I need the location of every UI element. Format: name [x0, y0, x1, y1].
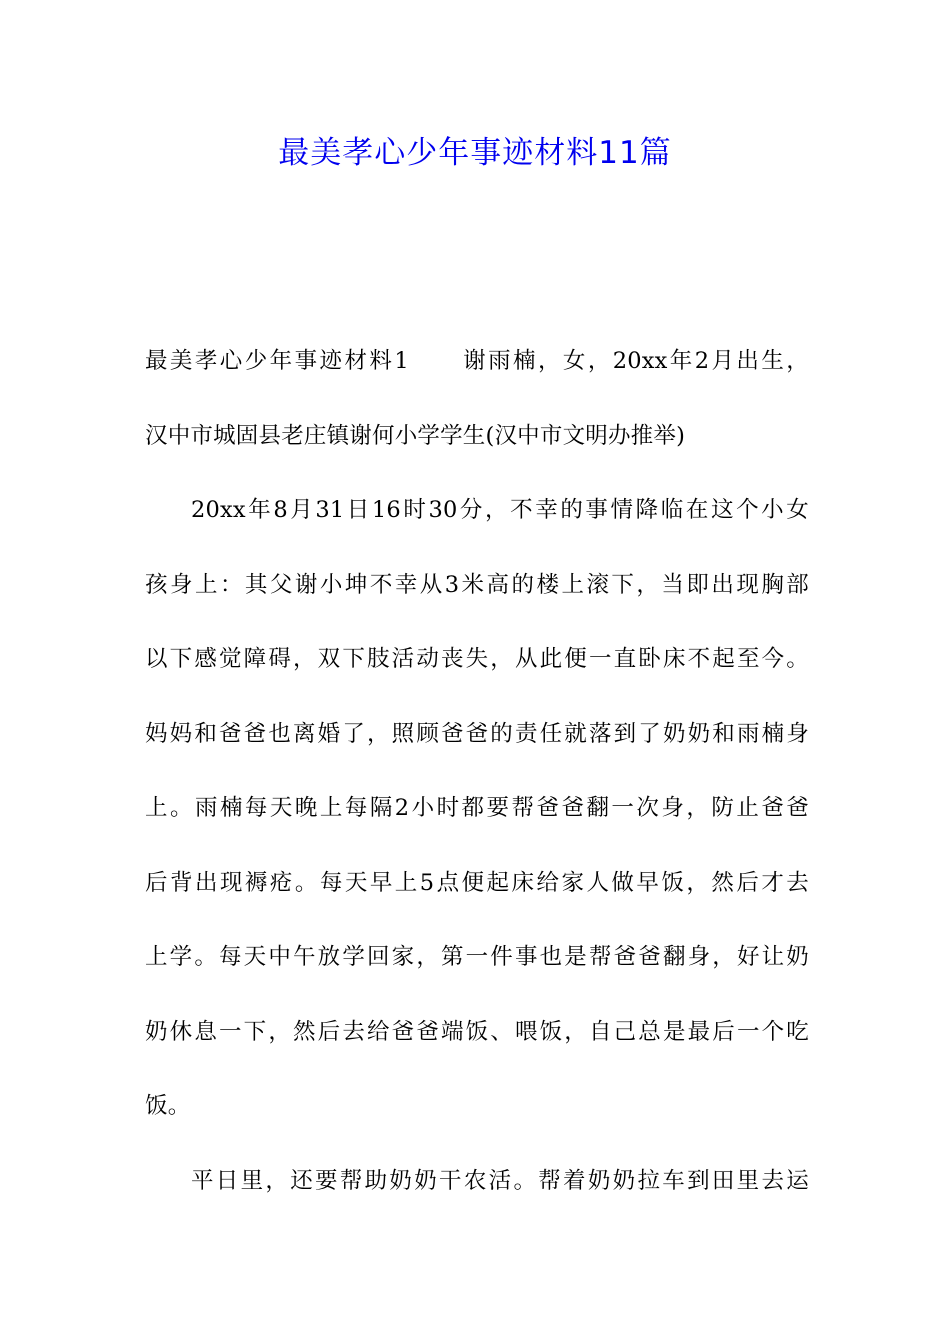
text-line-4: 孩身上：其父谢小坤不幸从3米高的楼上滚下，当即出现胸部 [145, 571, 809, 598]
text-line-3: 20xx年8月31日16时30分，不幸的事情降临在这个小女 [191, 497, 809, 523]
text-line-10: 奶休息一下，然后去给爸爸端饭、喂饭，自己总是最后一个吃 [145, 1018, 809, 1045]
text-line-12: 平日里，还要帮助奶奶干农活。帮着奶奶拉车到田里去运 [191, 1167, 809, 1194]
text-line-2: 汉中市城固县老庄镇谢何小学学生(汉中市文明办推举) [145, 422, 686, 449]
text-line-6: 妈妈和爸爸也离婚了，照顾爸爸的责任就落到了奶奶和雨楠身 [145, 720, 809, 747]
text-line-8: 后背出现褥疮。每天早上5点便起床给家人做早饭，然后才去 [145, 869, 809, 896]
document-title: 最美孝心少年事迹材料11篇 [278, 135, 672, 171]
text-line-7: 上。雨楠每天晚上每隔2小时都要帮爸爸翻一次身，防止爸爸 [145, 795, 809, 821]
text-line-9: 上学。每天中午放学回家，第一件事也是帮爸爸翻身，好让奶 [145, 944, 809, 970]
text-line-5: 以下感觉障碍，双下肢活动丧失，从此便一直卧床不起至今。 [145, 646, 809, 672]
text-line-11: 饭。 [145, 1093, 191, 1119]
document-body [145, 339, 809, 1233]
section-heading: 最美孝心少年事迹材料1 [145, 348, 409, 374]
text-line-1-rest: 谢雨楠，女，20xx年2月出生， [460, 348, 809, 374]
text-line-1 [145, 339, 809, 414]
